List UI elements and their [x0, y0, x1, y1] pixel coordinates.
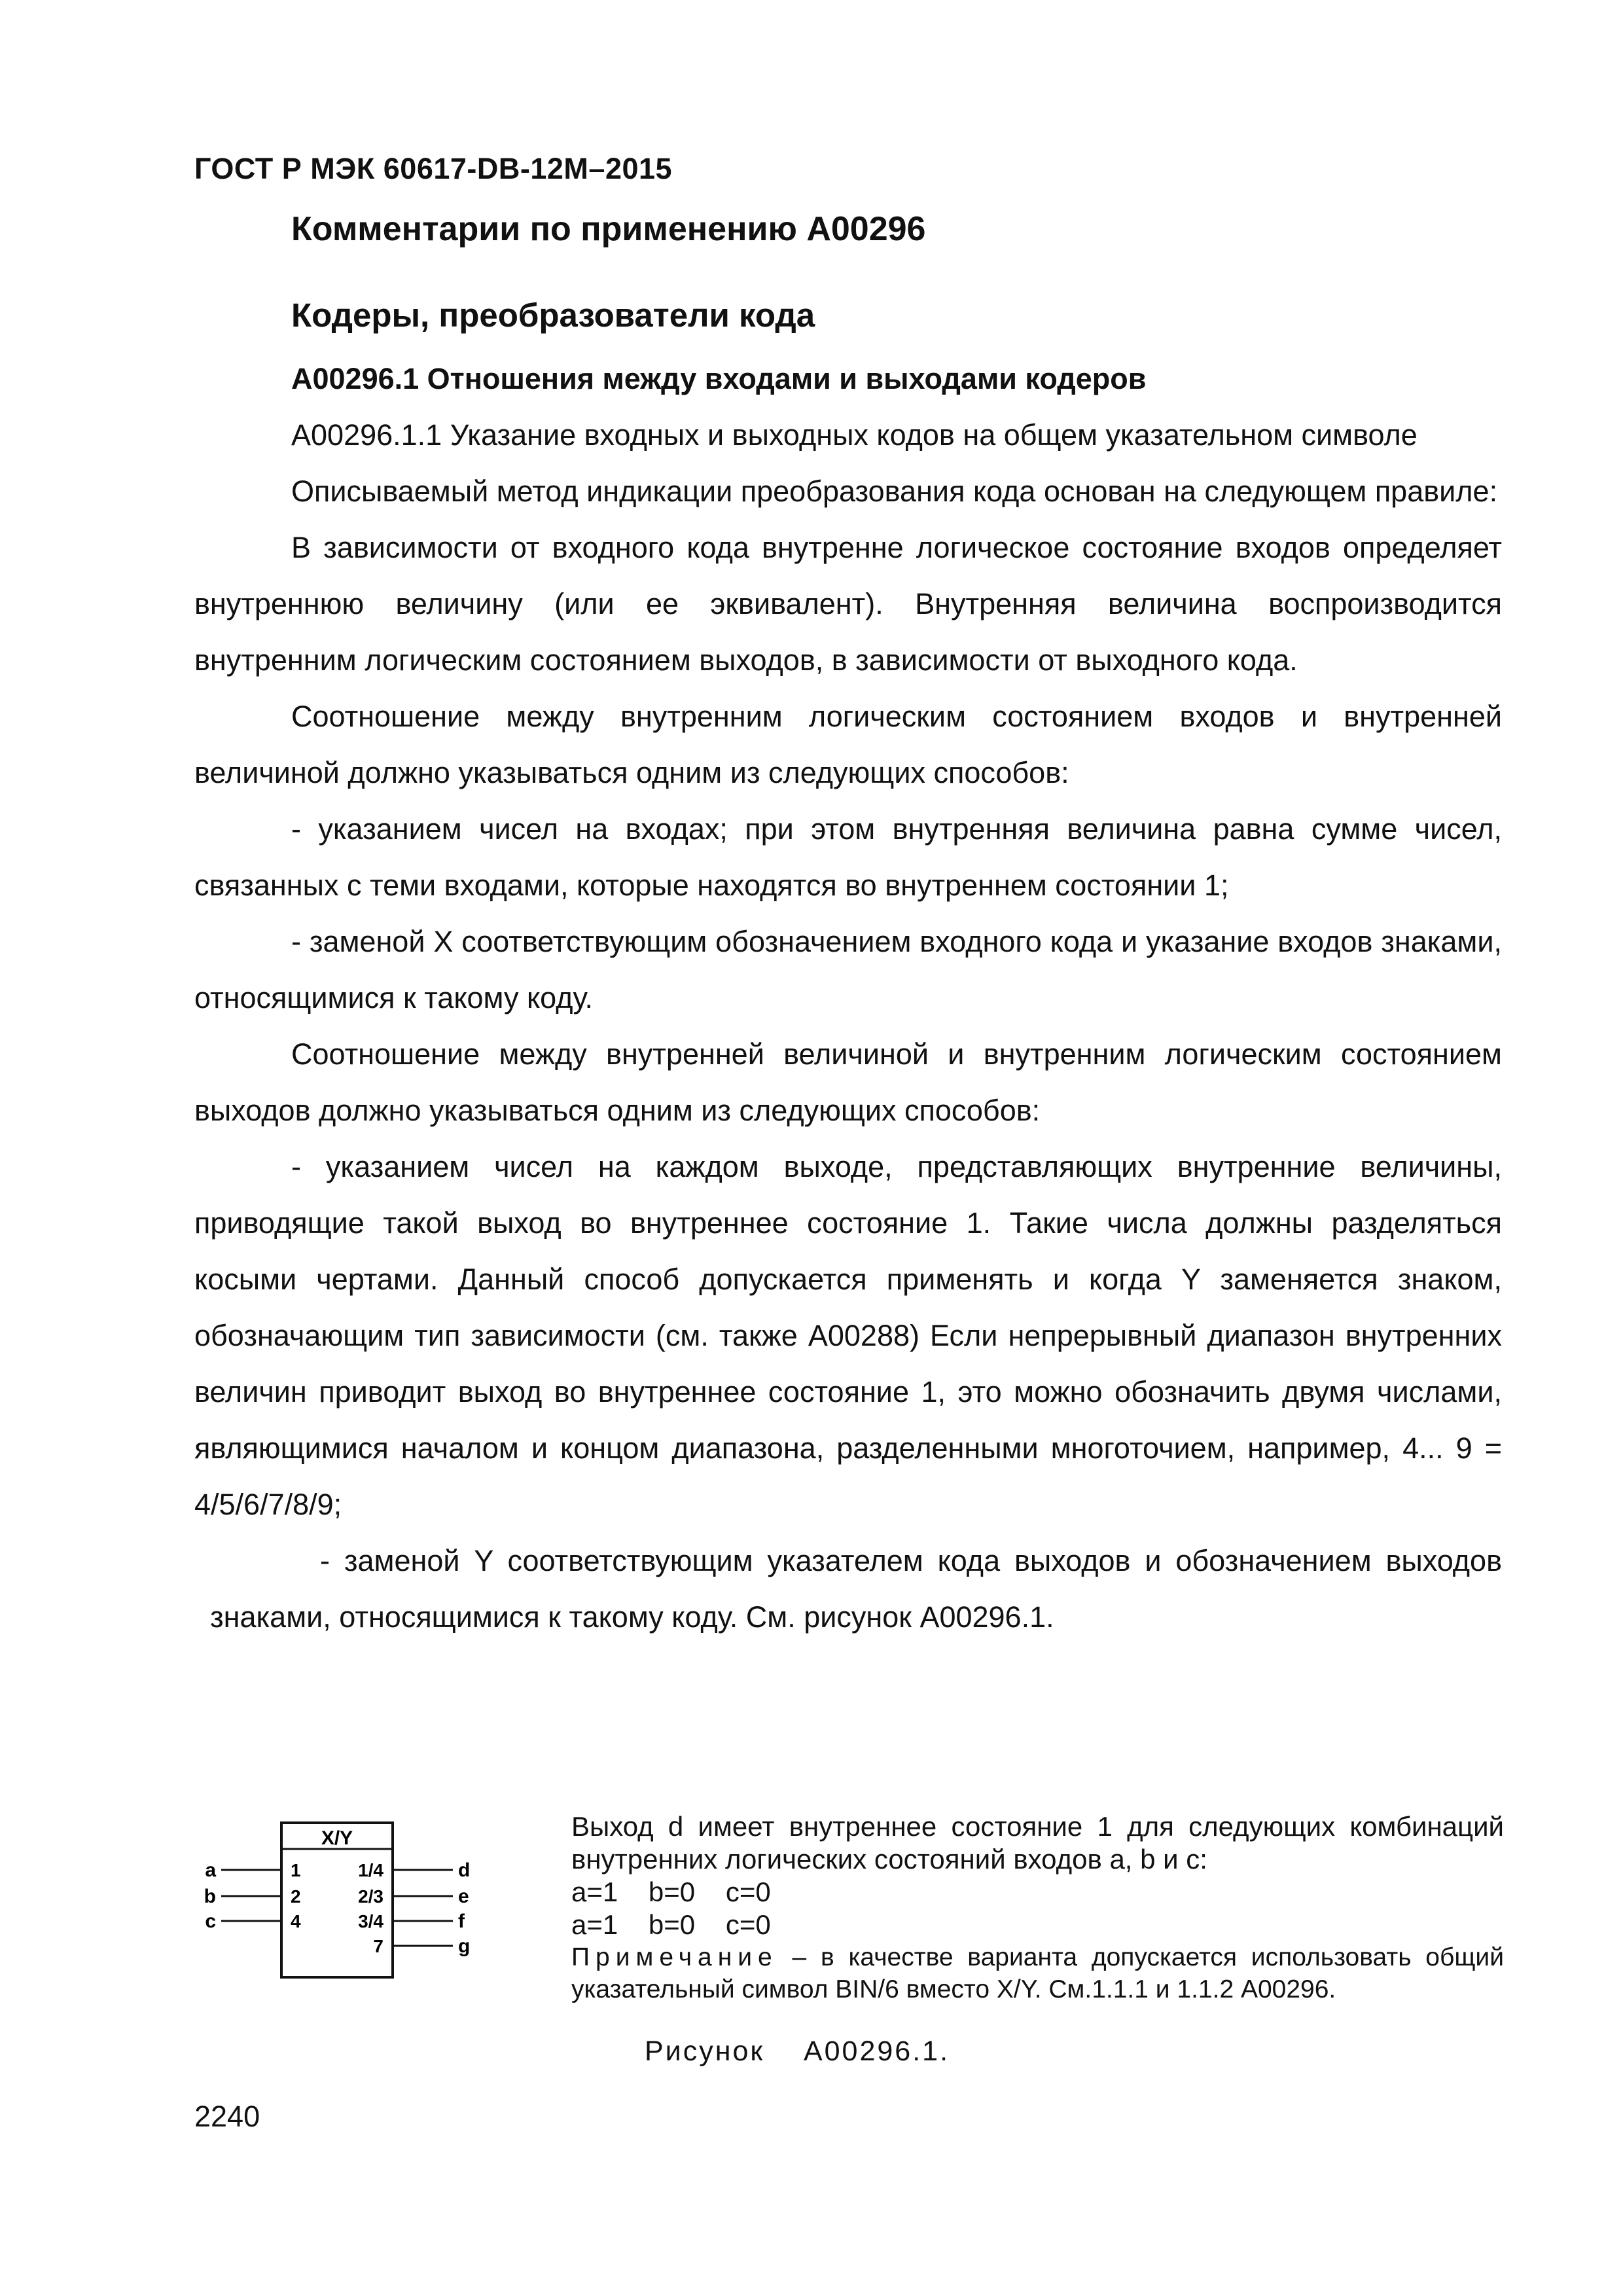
note-text: – в качестве варианта допускается использовать общий указательный символ BIN/6 вместо X/Y. См.1.1.1 и 1.1.2 A00296. — [571, 1943, 1504, 2003]
paragraph: - указанием чисел на каждом выходе, представляющих внутренние величины, приводящие такой выход во внутреннее состояние 1. Такие числа должны разделяться косыми чертами. Данный способ допускается применять и когда Y заменяется знаком, обозначающим тип зависимости (см. также A00288) Если непрерывный диапазон внутренних величин приводит выход во внутреннее состояние 1, это можно обозначить двумя числами, являющимися началом и концом диапазона, разделенными многоточием, например, 4... 9 = 4/5/6/7/8/9; — [194, 1150, 1502, 1521]
document-title: Комментарии по применению A00296 — [291, 210, 926, 248]
combination-row: a=1 b=0 c=0 — [571, 1876, 771, 1907]
output-label: 3/4 — [358, 1911, 383, 1931]
input-signal: c — [205, 1910, 216, 1932]
page-number: 2240 — [194, 2100, 260, 2133]
input-c — [205, 1910, 301, 1932]
output-e — [358, 1886, 469, 1907]
paragraph: Описываемый метод индикации преобразования кода основан на следующем правиле: — [291, 475, 1498, 508]
output-f — [358, 1910, 465, 1932]
combination-row: a=1 b=0 c=0 — [571, 1909, 771, 1940]
input-label: 1 — [291, 1860, 301, 1880]
output-signal: g — [458, 1935, 471, 1957]
input-label: 4 — [291, 1911, 301, 1931]
output-signal: d — [458, 1859, 471, 1881]
paragraph: Соотношение между внутренней величиной и внутренним логическим состоянием выходов должно указываться одним из следующих способов: — [194, 1037, 1502, 1127]
output-label: 2/3 — [358, 1886, 383, 1907]
note-label: Примечание — [571, 1943, 778, 1971]
input-a — [205, 1859, 300, 1881]
input-b — [204, 1886, 301, 1907]
body-text — [194, 407, 1502, 1645]
input-label: 2 — [291, 1886, 301, 1907]
code-converter-symbol — [196, 1816, 484, 1986]
input-signal: b — [204, 1886, 216, 1907]
output-signal: e — [458, 1886, 469, 1907]
symbol-title: X/Y — [321, 1827, 353, 1849]
input-signal: a — [205, 1859, 216, 1881]
output-d — [358, 1859, 470, 1881]
output-signal: f — [458, 1910, 465, 1932]
figure-caption: Рисунок A00296.1. — [645, 2036, 950, 2067]
paragraph: - заменой X соответствующим обозначением входного кода и указание входов знаками, относящимися к такому коду. — [194, 925, 1502, 1014]
paragraph: Соотношение между внутренним логическим состоянием входов и внутренней величиной должно указываться одним из следующих способов: — [194, 700, 1502, 789]
paragraph: В зависимости от входного кода внутренне логическое состояние входов определяет внутреннюю величину (или ее эквивалент). Внутренняя величина воспроизводится внутренним логическим состоянием выходов, в зависимости от выходного кода. — [194, 531, 1502, 677]
output-label: 7 — [373, 1936, 383, 1956]
figure-description — [571, 1810, 1504, 2005]
output-g — [373, 1935, 470, 1957]
figure-note — [571, 1941, 1504, 2005]
paragraph: - указанием чисел на входах; при этом внутренняя величина равна сумме чисел, связанных с теми входами, которые находятся во внутреннем состоянии 1; — [194, 812, 1502, 902]
standard-designation: ГОСТ Р МЭК 60617-DB-12M–2015 — [194, 152, 673, 185]
paragraph: - заменой Y соответствующим указателем кода выходов и обозначением выходов знаками, относящимися к такому коду. См. рисунок A00296.1. — [210, 1544, 1502, 1634]
description-text: Выход d имеет внутреннее состояние 1 для следующих комбинаций внутренних логических состояний входов a, b и c: — [571, 1811, 1504, 1874]
paragraph: A00296.1.1 Указание входных и выходных кодов на общем указательном символе — [291, 418, 1418, 452]
section-heading: A00296.1 Отношения между входами и выходами кодеров — [291, 362, 1147, 395]
output-label: 1/4 — [358, 1860, 383, 1880]
document-subtitle: Кодеры, преобразователи кода — [291, 296, 815, 334]
